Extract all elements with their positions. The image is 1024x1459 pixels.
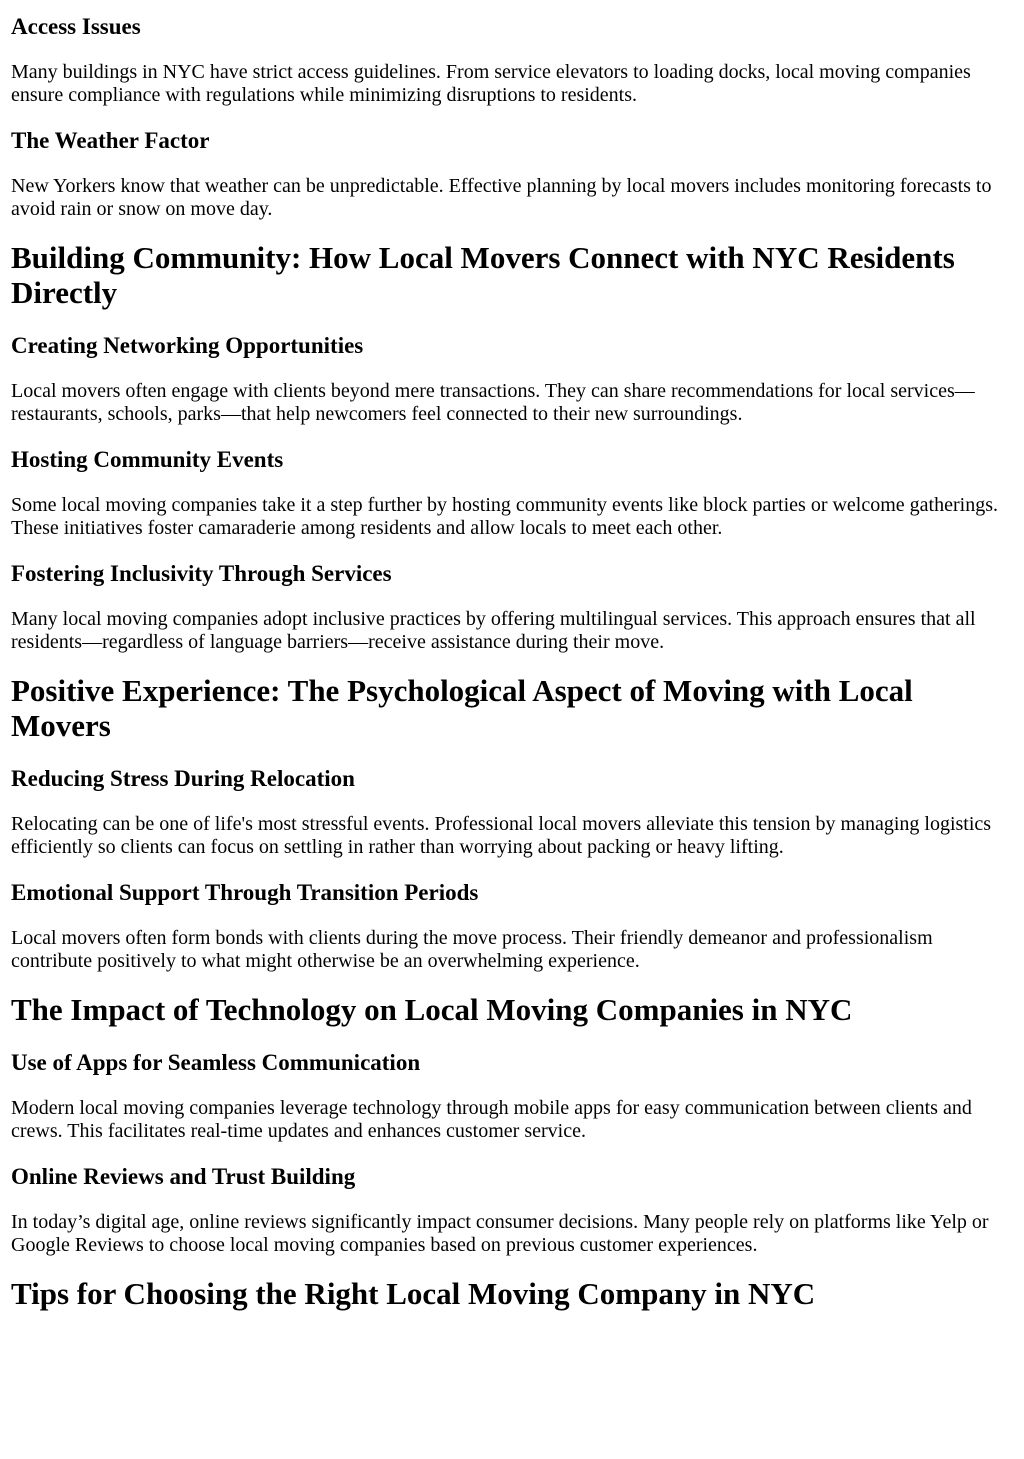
heading-access-issues: Access Issues [11, 14, 141, 39]
heading-community-events: Hosting Community Events [11, 447, 284, 472]
paragraph-networking-opportunities: Local movers often engage with clients beyond mere transactions. They can share recommendations for local services—restaurants, schools, parks—that help newcomers feel connected to their new surroundings. [11, 380, 975, 425]
heading-fostering-inclusivity: Fostering Inclusivity Through Services [11, 561, 392, 586]
heading-online-reviews: Online Reviews and Trust Building [11, 1164, 356, 1189]
section-heading-building-community: Building Community: How Local Movers Connect with NYC Residents Directly [11, 240, 955, 310]
section-heading-tips-choosing: Tips for Choosing the Right Local Moving Company in NYC [11, 1276, 816, 1311]
paragraph-reducing-stress: Relocating can be one of life's most stressful events. Professional local movers alleviate this tension by managing logistics efficiently so clients can focus on settling in rather than worrying about packing or heavy lifting. [11, 813, 992, 858]
paragraph-use-of-apps: Modern local moving companies leverage technology through mobile apps for easy communication between clients and crews. This facilitates real-time updates and enhances customer service. [11, 1097, 972, 1142]
heading-weather-factor: The Weather Factor [11, 128, 210, 153]
paragraph-weather-factor: New Yorkers know that weather can be unpredictable. Effective planning by local movers includes monitoring forecasts to avoid rain or snow on move day. [11, 175, 992, 220]
section-heading-positive-experience: Positive Experience: The Psychological Aspect of Moving with Local Movers [11, 673, 913, 743]
paragraph-community-events: Some local moving companies take it a step further by hosting community events like block parties or welcome gatherings. These initiatives foster camaraderie among residents and allow locals to meet each other. [11, 494, 998, 539]
heading-emotional-support: Emotional Support Through Transition Periods [11, 880, 479, 905]
section-heading-impact-of-technology: The Impact of Technology on Local Moving Companies in NYC [11, 992, 853, 1027]
heading-use-of-apps: Use of Apps for Seamless Communication [11, 1050, 421, 1075]
heading-networking-opportunities: Creating Networking Opportunities [11, 333, 364, 358]
heading-reducing-stress: Reducing Stress During Relocation [11, 766, 355, 791]
paragraph-access-issues: Many buildings in NYC have strict access guidelines. From service elevators to loading docks, local moving companies ensure compliance with regulations while minimizing disruptions to residents. [11, 61, 971, 106]
paragraph-online-reviews: In today’s digital age, online reviews significantly impact consumer decisions. Many people rely on platforms like Yelp or Google Reviews to choose local moving companies based on previous customer experiences. [11, 1211, 989, 1256]
article-content [0, 13, 1024, 1311]
paragraph-emotional-support: Local movers often form bonds with clients during the move process. Their friendly demeanor and professionalism contribute positively to what might otherwise be an overwhelming experience. [11, 927, 933, 972]
paragraph-fostering-inclusivity: Many local moving companies adopt inclusive practices by offering multilingual services. This approach ensures that all residents—regardless of language barriers—receive assistance during their move. [11, 608, 976, 653]
